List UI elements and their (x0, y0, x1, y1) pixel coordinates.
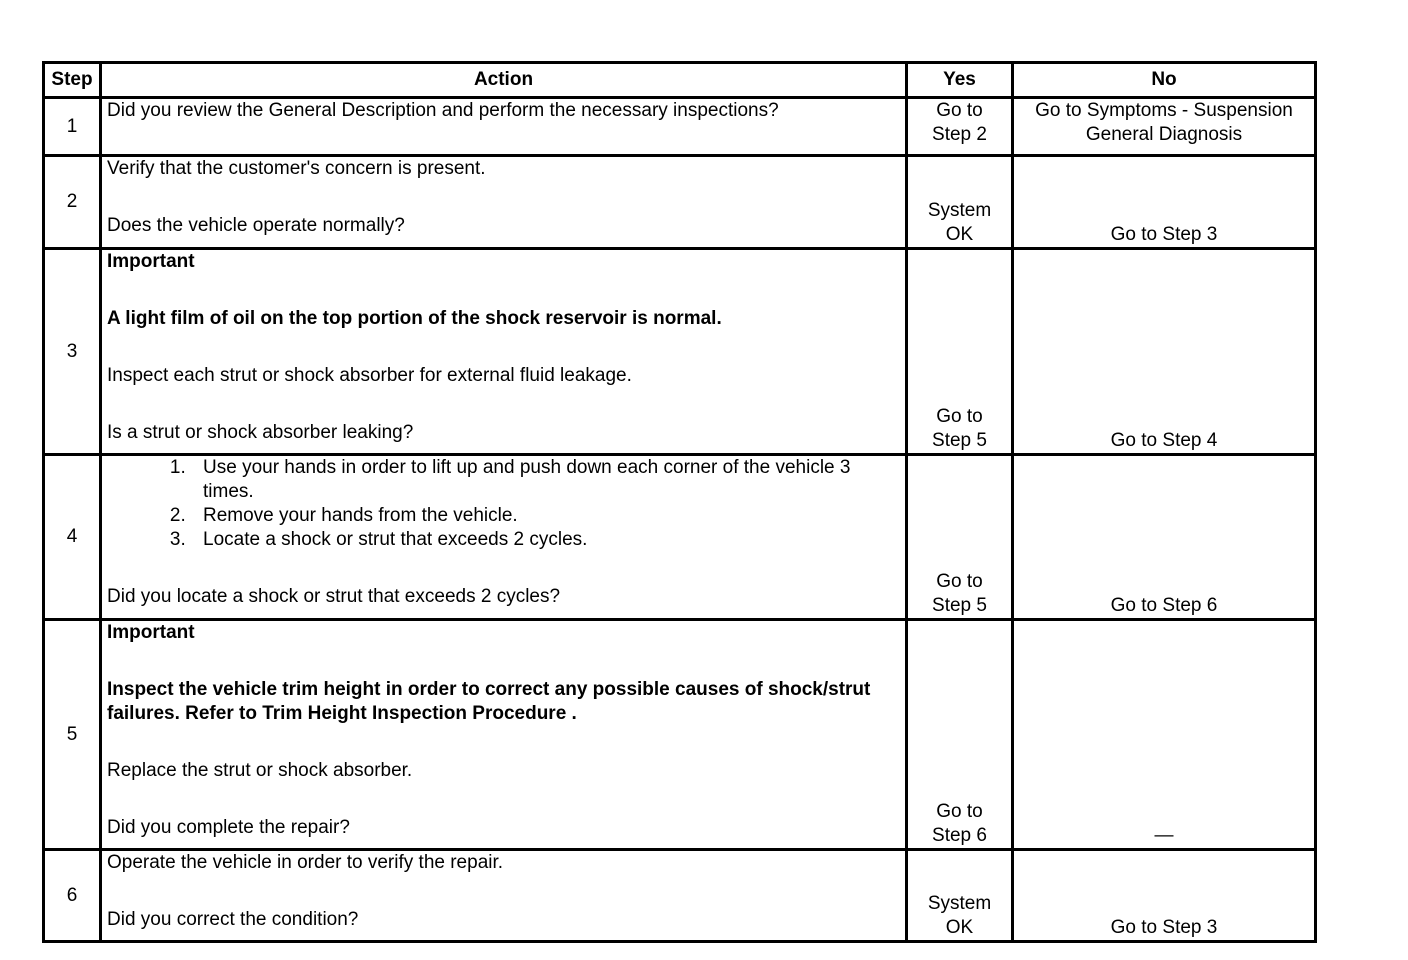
list-item: 1. Use your hands in order to lift up and push down each corner of the vehicle 3 times. (191, 456, 900, 504)
important-note: Inspect the vehicle trim height in order to correct any possible causes of shock/strut failures. Refer to Trim Height Inspection Procedure . (107, 679, 871, 724)
action-question: Does the vehicle operate normally? (107, 215, 405, 236)
action-cell (101, 850, 907, 942)
yes-line: Step 5 (932, 430, 987, 451)
no-dash: — (1154, 825, 1174, 846)
yes-line: Go to (936, 571, 983, 592)
diagnostic-table (42, 61, 1317, 943)
step-number: 1 (44, 98, 101, 156)
step-number: 6 (44, 850, 101, 942)
no-line: Go to Symptoms - Suspension (1035, 100, 1293, 121)
yes-cell (907, 455, 1013, 620)
yes-line: System (927, 200, 992, 221)
important-heading: Important (107, 251, 195, 272)
yes-line: Step 6 (932, 825, 987, 846)
action-cell (101, 156, 907, 249)
yes-cell (907, 850, 1013, 942)
list-item: 2. Remove your hands from the vehicle. (191, 504, 900, 528)
step-number: 5 (44, 620, 101, 850)
step-number: 4 (44, 455, 101, 620)
yes-line: OK (945, 917, 974, 938)
header-no: No (1013, 63, 1316, 98)
no-cell (1013, 249, 1316, 455)
important-note: A light film of oil on the top portion of the shock reservoir is normal. (107, 308, 722, 329)
action-cell (101, 249, 907, 455)
table-row (44, 249, 1316, 455)
header-yes: Yes (907, 63, 1013, 98)
table-row (44, 98, 1316, 156)
table-row (44, 455, 1316, 620)
yes-line: Go to (936, 100, 983, 121)
important-heading: Important (107, 622, 195, 643)
no-cell (1013, 98, 1316, 156)
yes-cell (907, 620, 1013, 850)
yes-line: Go to (936, 801, 983, 822)
header-action: Action (101, 63, 907, 98)
action-instruction: Verify that the customer's concern is present. (107, 158, 486, 179)
action-cell (101, 98, 907, 156)
no-line: General Diagnosis (1085, 124, 1243, 145)
yes-line: Go to (936, 406, 983, 427)
yes-line: System (927, 893, 992, 914)
step-number: 3 (44, 249, 101, 455)
table-row (44, 850, 1316, 942)
action-instruction: Replace the strut or shock absorber. (107, 760, 413, 781)
no-line: Go to Step 6 (1110, 595, 1218, 616)
action-question: Did you review the General Description and perform the necessary inspections? (107, 100, 779, 121)
no-cell (1013, 455, 1316, 620)
table-row (44, 620, 1316, 850)
no-cell (1013, 850, 1316, 942)
yes-line: OK (945, 224, 974, 245)
no-cell (1013, 156, 1316, 249)
header-row (44, 63, 1316, 98)
yes-cell (907, 156, 1013, 249)
no-line: Go to Step 3 (1110, 224, 1218, 245)
yes-cell (907, 98, 1013, 156)
list-item: 3. Locate a shock or strut that exceeds 2 cycles. (191, 528, 900, 552)
no-line: Go to Step 4 (1110, 430, 1218, 451)
header-step: Step (44, 63, 101, 98)
yes-line: Step 5 (932, 595, 987, 616)
action-cell (101, 455, 907, 620)
action-instruction: Operate the vehicle in order to verify the repair. (107, 852, 504, 873)
yes-line: Step 2 (932, 124, 987, 145)
action-question: Is a strut or shock absorber leaking? (107, 422, 414, 443)
action-question: Did you complete the repair? (107, 817, 350, 838)
no-cell (1013, 620, 1316, 850)
table-row (44, 156, 1316, 249)
action-question: Did you correct the condition? (107, 909, 359, 930)
action-instruction: Inspect each strut or shock absorber for external fluid leakage. (107, 365, 632, 386)
procedure-list (107, 456, 900, 552)
action-cell (101, 620, 907, 850)
step-number: 2 (44, 156, 101, 249)
no-line: Go to Step 3 (1110, 917, 1218, 938)
yes-cell (907, 249, 1013, 455)
action-question: Did you locate a shock or strut that exceeds 2 cycles? (107, 586, 561, 607)
